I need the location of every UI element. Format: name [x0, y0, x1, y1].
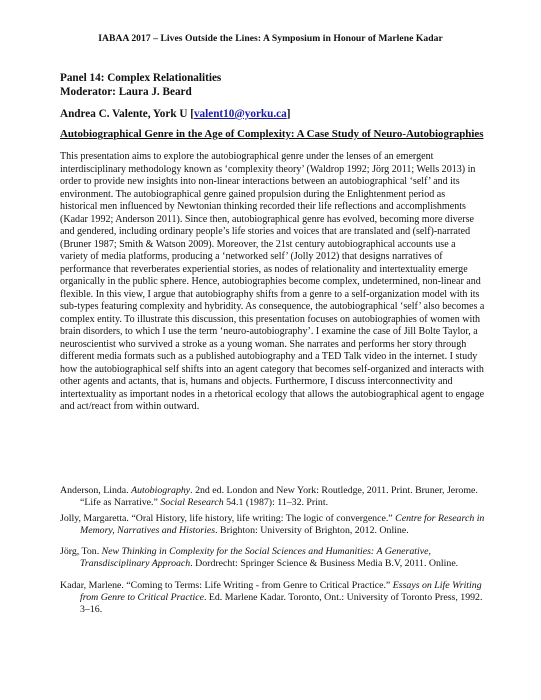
- ref-text: . 2nd ed. London and New York: Routledge, 2011. Print. Bruner, Jerome. “Life as Narrative.”: [80, 485, 478, 509]
- presenter-bracket: ]: [286, 108, 291, 120]
- reference-item: [60, 580, 490, 617]
- ref-text: Jörg, Ton.: [60, 546, 102, 558]
- ref-italic-title: New Thinking in Complexity for the Social Sciences and Humanities: A Generative, Transdisciplinary Approach: [80, 546, 431, 570]
- running-header: IABAA 2017 – Lives Outside the Lines: A Symposium in Honour of Marlene Kadar: [98, 33, 443, 44]
- reference-item: [60, 513, 490, 538]
- presenter-name: Andrea C. Valente, York U [: [60, 108, 194, 120]
- paper-title: Autobiographical Genre in the Age of Complexity: A Case Study of Neuro-Autobiographies: [60, 128, 484, 140]
- ref-text: Jolly, Margaretta. “Oral History, life history, life writing: The logic of convergence.”: [60, 512, 396, 524]
- ref-italic-title: Autobiography: [131, 485, 191, 496]
- reference-item: [60, 546, 490, 571]
- ref-text: . Dordrecht: Springer Science & Business Media B.V, 2011. Online.: [190, 558, 459, 570]
- panel-title: Panel 14: Complex Relationalities: [60, 72, 222, 84]
- ref-text: Kadar, Marlene. “Coming to Terms: Life Writing - from Genre to Critical Practice.”: [60, 579, 393, 591]
- panel-moderator: Moderator: Laura J. Beard: [60, 85, 192, 98]
- ref-text: . Ed. Marlene Kadar. Toronto, Ont.: University of Toronto Press, 1992. 3–16.: [80, 592, 483, 616]
- ref-text: . Brighton: University of Brighton, 2012. Online.: [215, 524, 409, 536]
- presenter-line: [60, 107, 488, 121]
- ref-text: Anderson, Linda.: [60, 485, 132, 496]
- abstract-paragraph: This presentation aims to explore the autobiographical genre under the lenses of an emergent interdisciplinary methodology known as ‘complexity theory’ (Waldrop 1992; Jörg 2011; Wells 2013) in order to provide new insights into non-linear interactions between an autobiographical ‘self’ and its environment. The autobiographical genre gained propulsion during the Enlightenment period as historical men influenced by Newtonian thinking recorded their life reflections and accomplishments (Kadar 1992; Anderson 2011). Since then, autobiographical genre has evolved, becoming more diverse and gendered, including ordinary people’s life stories and voices that are translated and (self)-narrated (Bruner 1987; Smith & Watson 2009). Moreover, the 21st century autobiographical accounts use a variety of media platforms, producing a ‘networked self’ (Jolly 2012) that designs narratives of performance that reverberates experiential stories, as nodes of relationality and intertextuality emerge organically in the public sphere. Hence, autobiographies become complex, undetermined, non-linear and flexible. In this view, I argue that autobiography shifts from a genre to a self-organization model with its sub-types featuring complexity and hybridity. As consequence, the autobiographical ‘self’ also becomes a complex entity. To illustrate this discussion, this presentation focuses on autobiographies of women with brain disorders, to which I use the term ‘neuro-autobiography’. I examine the case of Jill Bolte Taylor, a neuroscientist who survived a stroke as a young woman. She narrates and performs her story through different media formats such as a published autobiography and a TED Talk video in the internet. I study how the autobiographical self shifts into an agent category that becomes self-organized and interacts with other agents and actants, that is, humans and objects. Furthermore, I discuss interconnectivity and intertextuality as important nodes in a rhetorical ecology that allows the autobiographical agent to engage and act/react from within outward.: [60, 151, 485, 412]
- reference-list: [60, 485, 490, 617]
- reference-item: [60, 485, 490, 510]
- ref-italic-title: Centre for Research in Memory, Narratives and Histories: [80, 512, 485, 536]
- ref-text: 54.1 (1987): 11–32. Print.: [223, 497, 329, 509]
- ref-italic-title: Essays on Life Writing from Genre to Critical Practice: [80, 579, 482, 604]
- panel-info: [60, 72, 488, 99]
- ref-italic-title: Social Research: [160, 497, 224, 509]
- presenter-email-link[interactable]: valent10@yorku.ca: [193, 108, 287, 120]
